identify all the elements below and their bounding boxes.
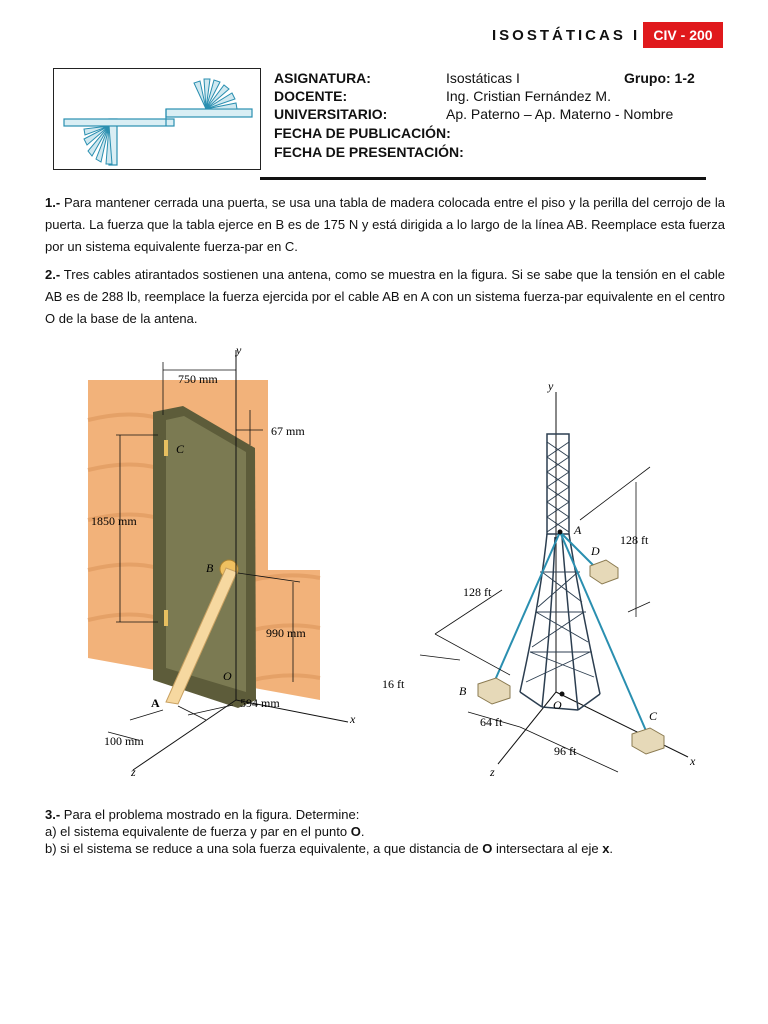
anchor-B [478, 678, 510, 704]
problem-3-b-end: . [609, 841, 614, 856]
door-x-axis-label: x [350, 712, 356, 726]
problem-3-b-text: b) si el sistema se reduce a una sola fuerza equivalente, a que distancia de [45, 841, 483, 856]
point-C-antenna: C [649, 709, 658, 723]
point-D-antenna: D [591, 544, 600, 558]
dim-100: 100 mm [104, 734, 144, 748]
fecha-publicacion-label: FECHA DE PUBLICACIÓN: [274, 125, 451, 141]
problem-3-a-end: . [360, 824, 365, 839]
point-B-antenna: B [459, 684, 467, 698]
dim-64: 64 ft [480, 715, 503, 729]
problem-3-b-point: O [482, 841, 493, 856]
course-title: ISOSTÁTICAS I [492, 27, 641, 44]
point-O: O [223, 669, 232, 683]
antenna-x-axis-label: x [690, 754, 696, 768]
fecha-presentacion-label: FECHA DE PRESENTACIÓN: [274, 144, 464, 160]
problem-2-text: Tres cables atirantados sostienen una antena, como se muestra en la figura. Si se sabe que la tensión en el cable AB es de 288 lb, reemplace la fuerza ejercida por el cable AB en A con un sistema fuerza-par equivalente en el centro O de la base de la antena. [45, 267, 725, 326]
problem-1-number: 1.- [45, 195, 61, 210]
problem-2-number: 2.- [45, 267, 61, 282]
door-figure [88, 340, 378, 780]
logo [53, 68, 261, 170]
problem-3-b [45, 840, 613, 857]
universitario-label: UNIVERSITARIO: [274, 106, 388, 122]
dim-1850: 1850 mm [91, 514, 137, 528]
point-B: B [206, 561, 214, 575]
problem-1-text: Para mantener cerrada una puerta, se usa una tabla de madera colocada entre el piso y la perilla del cerrojo de la puerta. La fuerza que la tabla ejerce en B es de 175 N y está dirigida a lo largo de la línea AB. Reemplace esta fuerza por un sistema equivalente fuerza-par en C. [45, 195, 725, 254]
dim-67: 67 mm [271, 424, 305, 438]
dim-990: 990 mm [266, 626, 306, 640]
grupo-label: Grupo [624, 70, 666, 86]
antenna-figure [382, 372, 710, 780]
door-panel [166, 416, 246, 692]
antenna-z-axis-label: z [490, 765, 495, 779]
anchor-C [632, 728, 664, 754]
dim-594: 594 mm [240, 696, 280, 710]
problem-3-number: 3.- [45, 807, 61, 822]
door-z-axis-label: z [131, 765, 136, 779]
dim-128-horizontal: 128 ft [463, 585, 492, 599]
grupo-value: : 1-2 [666, 70, 695, 86]
asignatura-label: ASIGNATURA: [274, 70, 371, 86]
problem-1 [45, 192, 725, 258]
point-A: A [151, 696, 160, 710]
point-C: C [176, 442, 185, 456]
dim-16: 16 ft [382, 677, 405, 691]
problem-3-b-mid: intersectara al eje [492, 841, 603, 856]
course-code-badge: CIV - 200 [643, 22, 723, 48]
problem-3-text: Para el problema mostrado en la figura. Determine: [60, 807, 360, 822]
problem-3-a-point: O [350, 824, 361, 839]
problem-2 [45, 264, 725, 330]
asignatura-value: Isostáticas I [446, 70, 520, 86]
spiral-stair-logo [54, 69, 260, 169]
dim-96: 96 ft [554, 744, 577, 758]
door-y-axis-label: y [236, 343, 242, 357]
problem-3-b-axis: x [602, 841, 610, 856]
problem-3-a-text: a) el sistema equivalente de fuerza y par en el punto [45, 824, 351, 839]
problem-3 [45, 806, 359, 823]
antenna-y-axis-label: y [548, 379, 554, 393]
dim-750: 750 mm [178, 372, 218, 386]
header-divider [260, 177, 706, 180]
dim-128-vertical: 128 ft [620, 533, 649, 547]
docente-label: DOCENTE: [274, 88, 348, 104]
grupo [624, 70, 695, 86]
point-O-antenna: O [553, 698, 562, 712]
point-A-antenna: A [574, 523, 582, 537]
anchor-D [590, 560, 618, 584]
universitario-value: Ap. Paterno – Ap. Materno - Nombre [446, 106, 674, 122]
docente-value: Ing. Cristian Fernández M. [446, 88, 611, 104]
problem-3-a [45, 823, 364, 840]
